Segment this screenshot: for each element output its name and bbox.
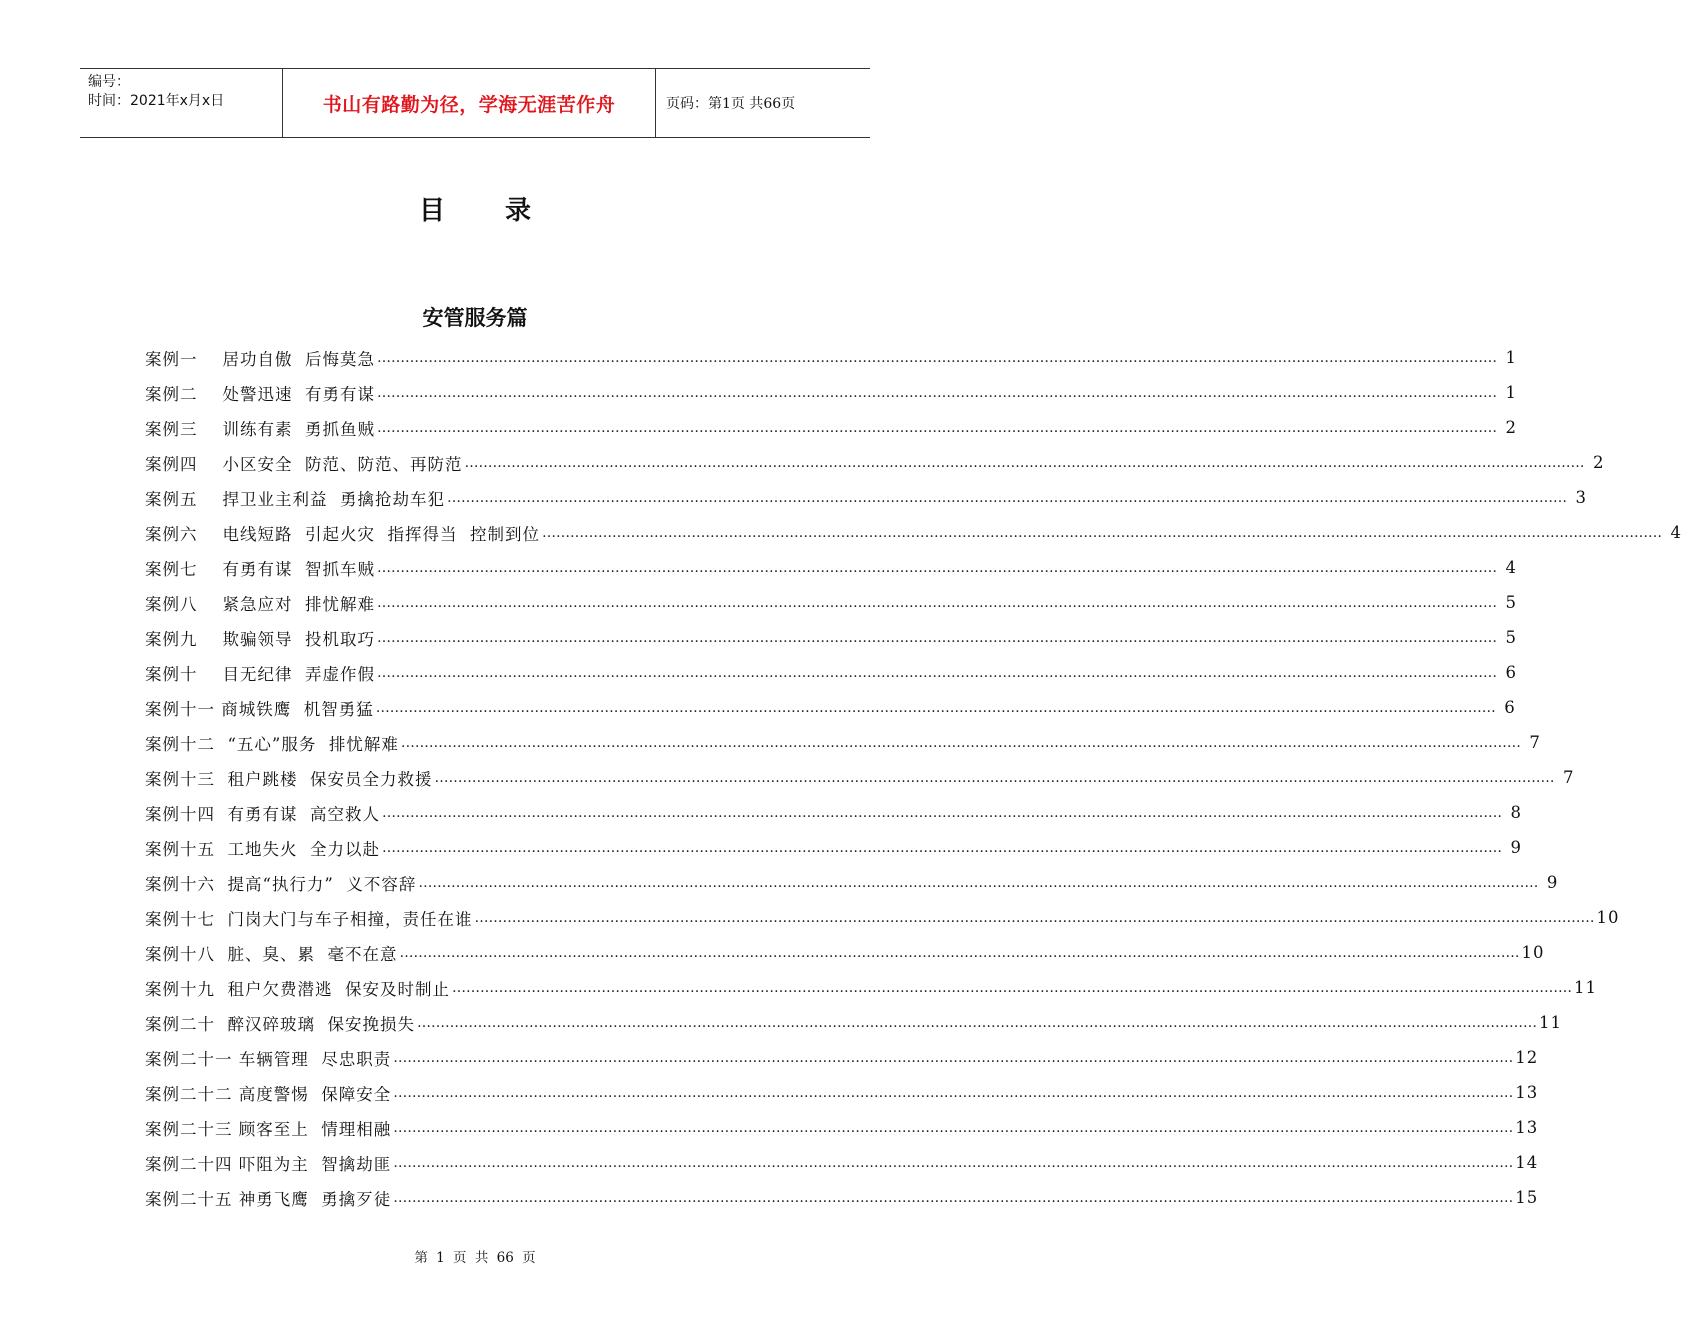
toc-leader-dots: …………………………………………………………………………………………………………………………………………………………………………………………………………………… [376, 559, 1497, 576]
toc-leader-dots: …………………………………………………………………………………………………………………………………………………………………………………………………………………… [541, 524, 1662, 541]
toc-leader-dots: …………………………………………………………………………………………………………………………………………………………………………………………………………………… [418, 874, 1539, 891]
toc-entry-title: 案例二十二 高度警惕 保障安全 [145, 1084, 392, 1104]
toc-entry [145, 1145, 1539, 1180]
toc-entry [145, 340, 1517, 375]
section-title: 安管服务篇 [422, 306, 528, 330]
toc-entry-page: 14 [1515, 1153, 1539, 1172]
toc-entry-page: 10 [1596, 908, 1620, 927]
toc-entry-title: 案例六 电线短路 引起火灾 指挥得当 控制到位 [145, 524, 540, 544]
toc-entry [145, 935, 1545, 970]
toc-entry [145, 725, 1541, 760]
toc-entry-title: 案例九 欺骗领导 投机取巧 [145, 629, 375, 649]
title-left: 目 [418, 196, 445, 226]
toc-leader-dots: …………………………………………………………………………………………………………………………………………………………………………………………………………………… [376, 594, 1497, 611]
toc-leader-dots: …………………………………………………………………………………………………………………………………………………………………………………………………………………… [376, 349, 1497, 366]
toc-entry-page: 4 [1670, 523, 1682, 542]
toc-entry [145, 1005, 1562, 1040]
toc-leader-dots: …………………………………………………………………………………………………………………………………………………………………………………………………………………… [451, 979, 1572, 996]
toc-leader-dots: …………………………………………………………………………………………………………………………………………………………………………………………………………………… [393, 1084, 1514, 1101]
toc-leader-dots: …………………………………………………………………………………………………………………………………………………………………………………………………………………… [474, 909, 1595, 926]
code-label: 编号： [88, 74, 130, 90]
toc-entry-page: 8 [1510, 803, 1522, 822]
toc-entry [145, 690, 1516, 725]
page-footer: 第 1 页 共 66 页 [414, 1250, 536, 1266]
toc-entry-title: 案例十九 租户欠费潜逃 保安及时制止 [145, 979, 450, 999]
toc-entry-page: 7 [1562, 768, 1575, 787]
page-title [0, 190, 950, 227]
toc-entry-page: 5 [1505, 628, 1517, 647]
toc-entry-title: 案例二十四 吓阻为主 智擒劫匪 [145, 1154, 392, 1174]
toc-leader-dots: …………………………………………………………………………………………………………………………………………………………………………………………………………………… [393, 1189, 1514, 1206]
toc-entry-page: 5 [1505, 593, 1517, 612]
header-motto: 书山有路勤为径，学海无涯苦作舟 [282, 69, 656, 137]
toc-entry-title: 案例十一 商城铁鹰 机智勇猛 [145, 699, 374, 719]
toc-entry-page: 4 [1505, 558, 1517, 577]
toc-entry [145, 795, 1522, 830]
toc-entry [145, 410, 1517, 445]
toc-entry-title: 案例二 处警迅速 有勇有谋 [145, 384, 375, 404]
toc-entry-title: 案例七 有勇有谋 智抓车贼 [145, 559, 375, 579]
toc-entry-title: 案例五 捍卫业主利益 勇擒抢劫车犯 [145, 489, 445, 509]
header-page-info: 页码：第1页 共66页 [666, 96, 796, 112]
toc-entry-title: 案例十 目无纪律 弄虚作假 [145, 664, 375, 684]
toc-entry [145, 830, 1522, 865]
toc-entry-title: 案例十五 工地失火 全力以赴 [145, 839, 380, 859]
toc-leader-dots: …………………………………………………………………………………………………………………………………………………………………………………………………………………… [381, 839, 1502, 856]
toc-entry [145, 515, 1682, 550]
toc-entry [145, 585, 1517, 620]
toc-leader-dots: …………………………………………………………………………………………………………………………………………………………………………………………………………………… [376, 664, 1497, 681]
title-right: 录 [505, 196, 532, 226]
toc-entry-title: 案例二十五 神勇飞鹰 勇擒歹徒 [145, 1189, 392, 1209]
toc-entry [145, 1110, 1539, 1145]
toc-entry [145, 620, 1517, 655]
toc-entry-page: 7 [1529, 733, 1541, 752]
toc-entry-page: 13 [1515, 1083, 1539, 1102]
header-meta [80, 69, 282, 137]
toc-leader-dots: …………………………………………………………………………………………………………………………………………………………………………………………………………………… [400, 734, 1521, 751]
toc-entry-title: 案例十四 有勇有谋 高空救人 [145, 804, 380, 824]
toc-entry [145, 1040, 1539, 1075]
toc-entry-page: 15 [1515, 1188, 1539, 1207]
toc-entry [145, 1075, 1539, 1110]
toc-leader-dots: …………………………………………………………………………………………………………………………………………………………………………………………………………………… [376, 629, 1497, 646]
toc-leader-dots: …………………………………………………………………………………………………………………………………………………………………………………………………………………… [375, 699, 1496, 716]
toc-entry-page: 2 [1505, 418, 1517, 437]
toc-entry-page: 10 [1521, 943, 1545, 962]
toc-entry-title: 案例三 训练有素 勇抓鱼贼 [145, 419, 375, 439]
toc-leader-dots: …………………………………………………………………………………………………………………………………………………………………………………………………………………… [393, 1154, 1514, 1171]
toc-entry-page: 6 [1504, 698, 1516, 717]
toc-leader-dots: …………………………………………………………………………………………………………………………………………………………………………………………………………………… [464, 454, 1585, 471]
toc-entry-page: 1 [1505, 348, 1517, 367]
toc-leader-dots: …………………………………………………………………………………………………………………………………………………………………………………………………………………… [393, 1049, 1514, 1066]
toc-entry-title: 案例一 居功自傲 后悔莫急 [145, 349, 375, 369]
toc-entry-page: 6 [1505, 663, 1517, 682]
toc-entry-page: 3 [1575, 488, 1587, 507]
toc-entry-page: 12 [1515, 1048, 1539, 1067]
toc-entry-title: 案例二十一 车辆管理 尽忠职责 [145, 1049, 392, 1069]
toc-entry-page: 2 [1592, 453, 1605, 472]
toc-entry-title: 案例十六 提高“执行力” 义不容辞 [145, 874, 417, 894]
toc-entry-title: 案例十二 “五心”服务 排忧解难 [145, 734, 399, 754]
toc-entry [145, 970, 1597, 1005]
toc-entry-page: 11 [1538, 1013, 1562, 1032]
toc-entry [145, 865, 1559, 900]
toc-entry-title: 案例十三 租户跳楼 保安员全力救援 [145, 769, 433, 789]
toc-entry [145, 655, 1517, 690]
toc-leader-dots: …………………………………………………………………………………………………………………………………………………………………………………………………………………… [393, 1119, 1514, 1136]
toc-entry-title: 案例四 小区安全 防范、防范、再防范 [145, 454, 463, 474]
toc-entry-page: 11 [1573, 978, 1597, 997]
toc-leader-dots: …………………………………………………………………………………………………………………………………………………………………………………………………………………… [399, 944, 1520, 961]
toc-entry-title: 案例八 紧急应对 排忧解难 [145, 594, 375, 614]
toc-entry [145, 900, 1620, 935]
toc-entry [145, 1180, 1539, 1215]
toc-entry-page: 1 [1505, 383, 1517, 402]
toc-entry-title: 案例十八 脏、臭、累 毫不在意 [145, 944, 398, 964]
date-label: 时间：2021年x月x日 [88, 93, 225, 109]
toc-leader-dots: …………………………………………………………………………………………………………………………………………………………………………………………………………………… [434, 769, 1555, 786]
toc-leader-dots: …………………………………………………………………………………………………………………………………………………………………………………………………………………… [446, 489, 1567, 506]
toc-entry-title: 案例十七 门岗大门与车子相撞，责任在谁 [145, 909, 473, 929]
table-of-contents [145, 340, 1682, 1215]
toc-entry-title: 案例二十三 顾客至上 情理相融 [145, 1119, 392, 1139]
toc-entry [145, 760, 1575, 795]
page-header [80, 68, 870, 138]
toc-entry-page: 13 [1515, 1118, 1539, 1137]
toc-entry [145, 445, 1605, 480]
toc-leader-dots: …………………………………………………………………………………………………………………………………………………………………………………………………………………… [381, 804, 1502, 821]
toc-entry [145, 550, 1517, 585]
toc-entry-page: 9 [1546, 873, 1559, 892]
toc-entry [145, 375, 1517, 410]
toc-leader-dots: …………………………………………………………………………………………………………………………………………………………………………………………………………………… [376, 384, 1497, 401]
toc-entry [145, 480, 1587, 515]
toc-leader-dots: …………………………………………………………………………………………………………………………………………………………………………………………………………………… [416, 1014, 1537, 1031]
toc-entry-title: 案例二十 醉汉碎玻璃 保安挽损失 [145, 1014, 415, 1034]
toc-leader-dots: …………………………………………………………………………………………………………………………………………………………………………………………………………………… [376, 419, 1497, 436]
toc-entry-page: 9 [1510, 838, 1522, 857]
